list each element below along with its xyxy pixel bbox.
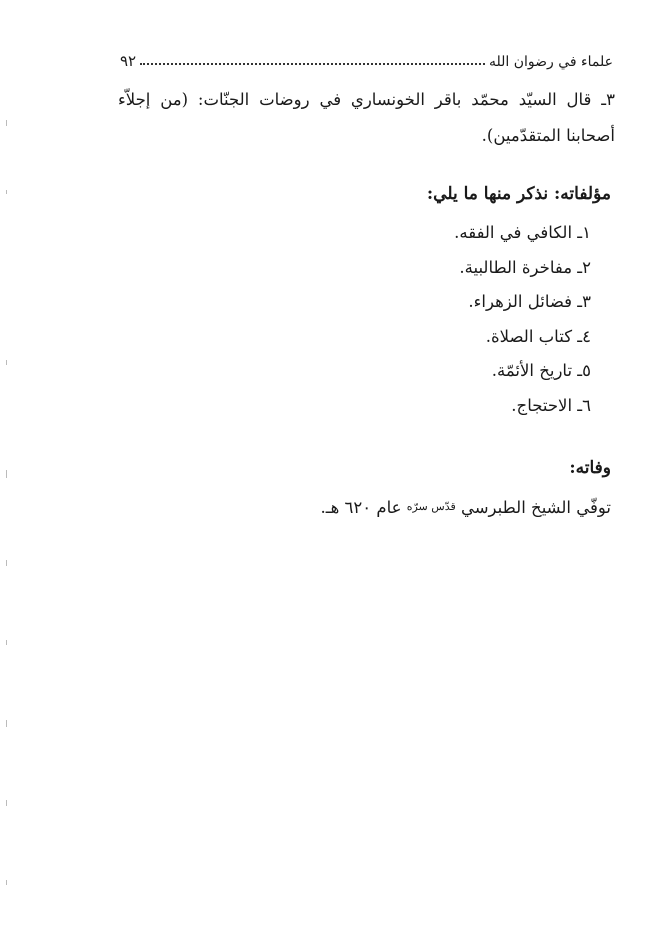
works-heading: مؤلفاته: نذكر منها ما يلي: <box>426 184 611 204</box>
list-item: ٥ـ تاريخ الأئمّة. <box>491 361 591 380</box>
list-item: ٢ـ مفاخرة الطالبية. <box>459 257 591 277</box>
scan-noise-dots <box>6 120 7 885</box>
page-number: ٩٢ <box>120 52 137 70</box>
running-header <box>120 44 613 70</box>
header-dot-leader <box>140 63 485 65</box>
list-item: ٣ـ فضائل الزهراء. <box>468 292 591 311</box>
death-sentence <box>321 490 612 525</box>
intro-paragraph: ٣ـ قال السيّد محمّد باقر الخونساري في روضات الجنّات: (من إجلاّء أصحابنا المتقدّمين). <box>118 90 615 145</box>
list-item: ٦ـ الاحتجاج. <box>511 395 591 415</box>
list-item: ١ـ الكافي في الفقه. <box>454 223 591 242</box>
list-item: ٤ـ كتاب الصلاة. <box>485 326 591 346</box>
death-text-after: عام ٦٢٠ هـ. <box>320 498 402 517</box>
death-text-before: توفّي الشيخ الطبرسي <box>460 498 611 517</box>
honorific-glyph: قدّس سرّه <box>406 500 456 513</box>
header-title: علماء في رضوان الله <box>489 54 613 70</box>
works-list <box>454 216 591 423</box>
death-heading: وفاته: <box>569 458 611 478</box>
